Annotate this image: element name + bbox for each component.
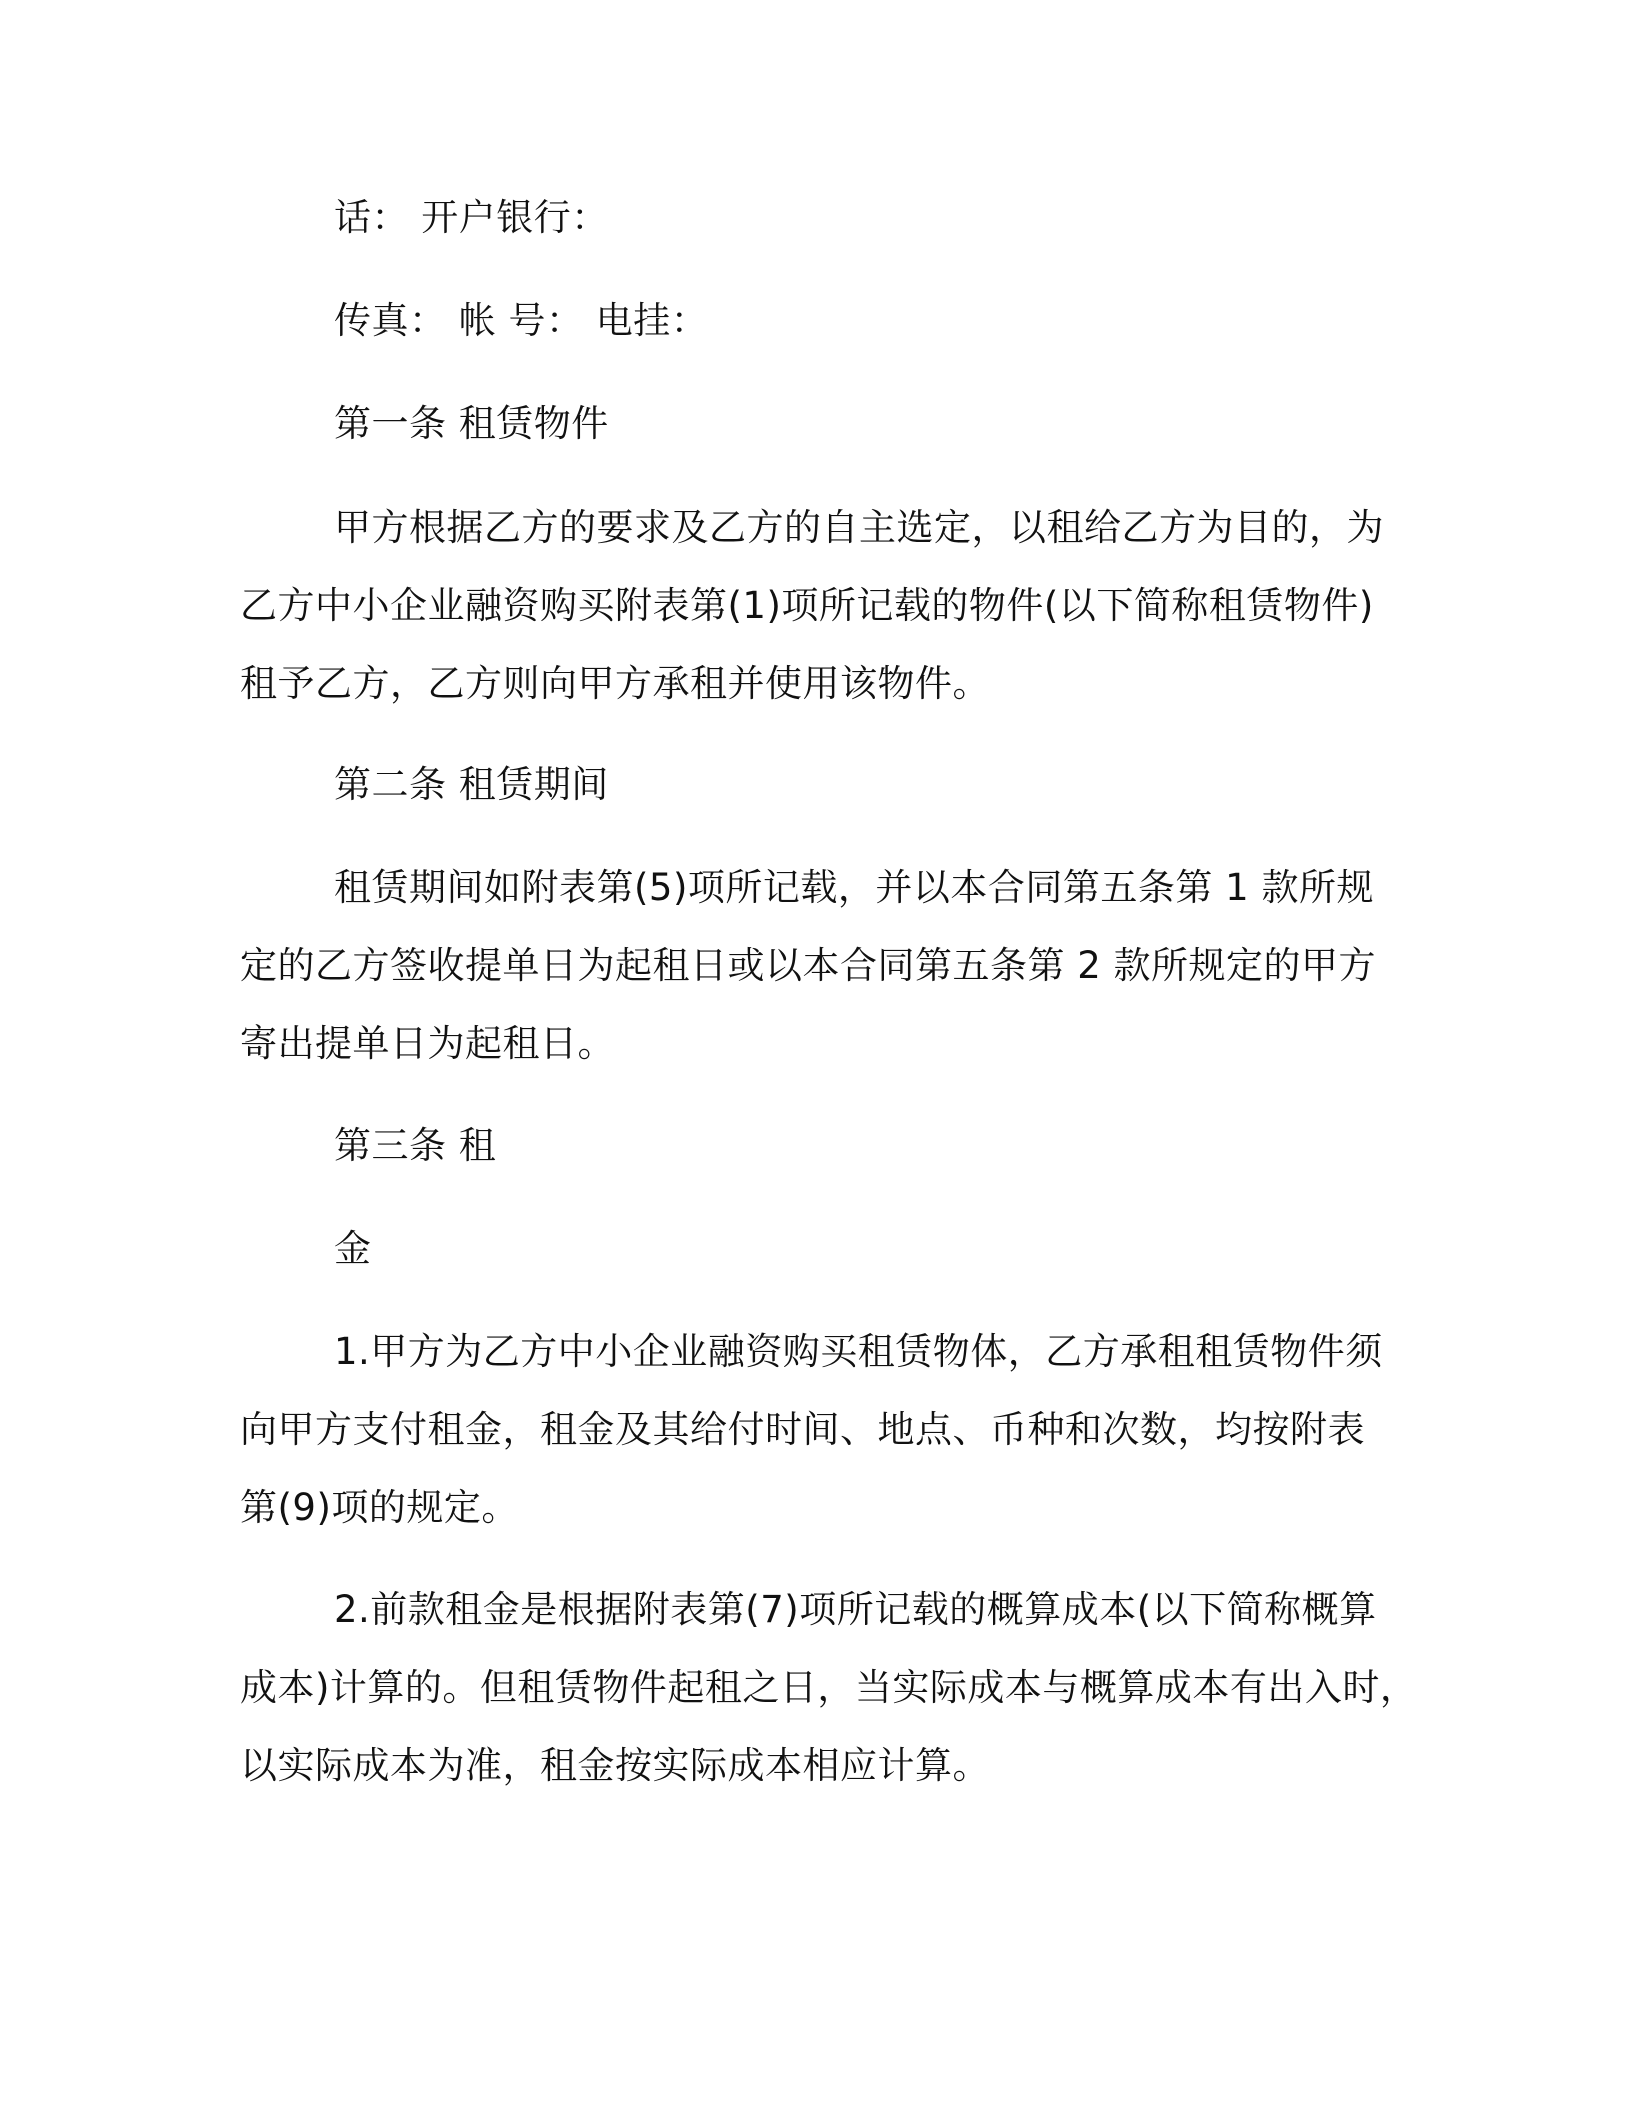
article-3-clause-2-line: 2.前款租金是根据附表第(7)项所记载的概算成本(以下简称概算 xyxy=(334,1588,1377,1631)
article-2-paragraph-line: 定的乙方签收提单日为起租日或以本合同第五条第 2 款所规定的甲方 xyxy=(240,944,1377,987)
article-2-paragraph-line: 租赁期间如附表第(5)项所记载，并以本合同第五条第 1 款所规 xyxy=(334,866,1374,909)
contact-line-bank: 话： 开户银行： xyxy=(334,196,609,239)
article-3-heading-continued: 金 xyxy=(334,1227,372,1270)
article-1-paragraph-line: 租予乙方，乙方则向甲方承租并使用该物件。 xyxy=(240,662,990,705)
article-1-paragraph-line: 乙方中小企业融资购买附表第(1)项所记载的物件(以下简称租赁物件) xyxy=(240,584,1374,627)
article-3-clause-2-line: 成本)计算的。但租赁物件起租之日，当实际成本与概算成本有出入时， xyxy=(240,1666,1418,1709)
article-2-heading: 第二条 租赁期间 xyxy=(334,763,609,806)
article-3-clause-1-line: 第(9)项的规定。 xyxy=(240,1486,519,1529)
article-1-heading: 第一条 租赁物件 xyxy=(334,402,609,445)
article-3-clause-1-line: 1.甲方为乙方中小企业融资购买租赁物体，乙方承租租赁物件须 xyxy=(334,1330,1383,1373)
article-2-paragraph-line: 寄出提单日为起租日。 xyxy=(240,1022,615,1065)
article-3-clause-1-line: 向甲方支付租金，租金及其给付时间、地点、币种和次数，均按附表 xyxy=(240,1408,1365,1451)
article-3-clause-2-line: 以实际成本为准，租金按实际成本相应计算。 xyxy=(240,1744,990,1787)
article-3-heading: 第三条 租 xyxy=(334,1124,497,1167)
contact-line-fax: 传真： 帐 号： 电挂： xyxy=(334,299,709,342)
article-1-paragraph-line: 甲方根据乙方的要求及乙方的自主选定，以租给乙方为目的，为 xyxy=(334,506,1384,549)
